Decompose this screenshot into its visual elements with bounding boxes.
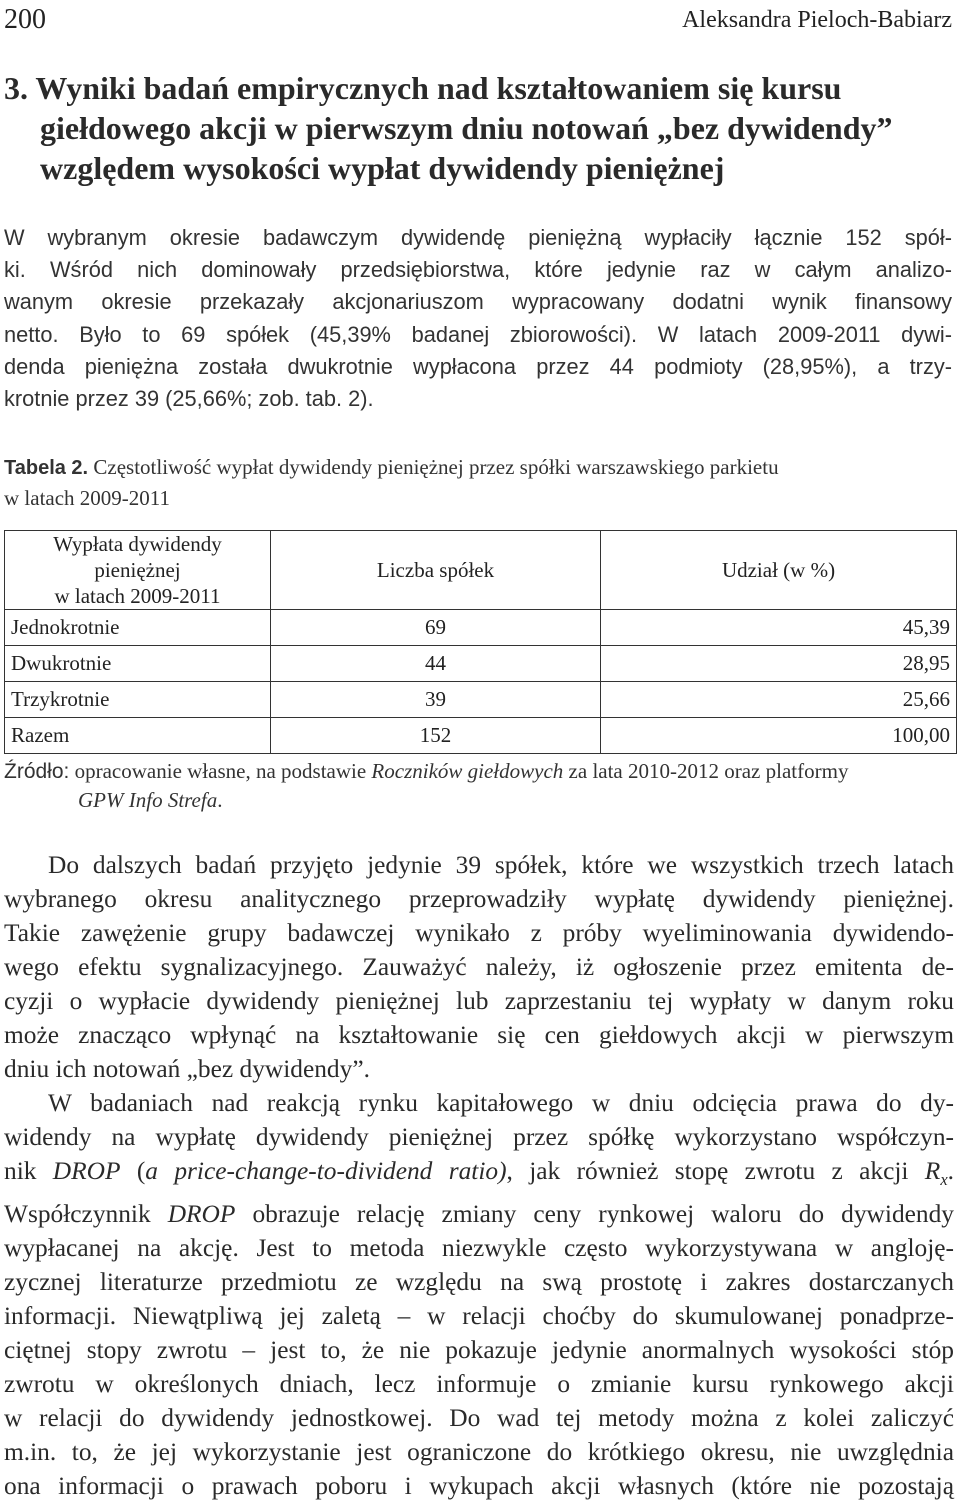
drop-term: DROP <box>167 1200 236 1229</box>
return-symbol: R <box>924 1157 941 1185</box>
italic-term: a price-change-to-dividend ratio) <box>145 1157 507 1185</box>
row-count: 39 <box>271 682 601 718</box>
row-share: 45,39 <box>601 610 957 646</box>
body-paragraph-3 <box>4 1086 954 1503</box>
paragraph-line: wybranego okresu analitycznego przeprowadziły wypłatę dywidendy pieniężnej. <box>4 885 954 913</box>
paragraph-line: informacji. Niewątpliwą jej zaletą – w relacji choćby do skumulowanej ponadprze- <box>4 1302 954 1331</box>
paragraph-line: zycznej literaturze przedmiotu ze względu na swą prostotę i zakres dostarczanych <box>4 1268 954 1297</box>
line-text: obrazuje relację zmiany ceny rynkowej waloru do dywidendy <box>235 1200 954 1229</box>
paragraph-line: w relacji do dywidendy jednostkowej. Do wad tej metody można z kolei zaliczyć <box>4 1404 954 1433</box>
paragraph-line: netto. Było to 69 spółek (45,39% badanej zbiorowości). W latach 2009-2011 dywi- <box>4 321 952 347</box>
source-label: Źródło: <box>4 760 70 783</box>
source-text: opracowanie własne, na podstawie <box>69 759 372 783</box>
dividend-frequency-table <box>4 530 957 754</box>
row-label: Trzykrotnie <box>5 682 271 718</box>
row-label: Dwukrotnie <box>5 646 271 682</box>
header-payout-frequency <box>5 531 271 610</box>
paragraph-line: Takie zawężenie grupy badawczej wynikało z próby wyeliminowania dywidendo- <box>4 919 954 947</box>
table-row-total <box>5 718 957 754</box>
row-count: 69 <box>271 610 601 646</box>
header-share-percent: Udział (w %) <box>601 531 957 610</box>
paragraph-line: W wybranym okresie badawczym dywidendę pieniężną wypłaciły łącznie 152 spół- <box>4 225 952 250</box>
paragraph-line: m.in. to, że jej wykorzystanie jest ograniczone do krótkiego okresu, nie uwzględnia <box>4 1438 954 1467</box>
running-head-author: Aleksandra Pieloch-Babiarz <box>682 7 952 33</box>
paragraph-line: krotnie przez 39 (25,66%; zob. tab. 2). <box>4 386 374 412</box>
paragraph-line: W badaniach nad reakcją rynku kapitałowego w dniu odcięcia prawa do dy- <box>48 1089 954 1117</box>
source-text: za lata 2010-2012 oraz platformy <box>563 759 849 783</box>
row-share: 100,00 <box>601 718 957 754</box>
table-caption <box>4 452 952 513</box>
return-subscript: x <box>940 1170 948 1190</box>
drop-term: DROP <box>52 1157 121 1185</box>
paragraph-line: cyzji o wypłacie dywidendy pieniężnej lub zaprzestaniu tej wypłaty w danym roku <box>4 987 954 1015</box>
paragraph-line: dniu ich notowań „bez dywidendy”. <box>4 1055 370 1083</box>
paragraph-line <box>4 1197 954 1231</box>
header-line: Wypłata dywidendy pieniężnej <box>53 532 222 582</box>
line-text: , jak również stopę zwrotu z akcji <box>506 1157 925 1185</box>
row-count: 44 <box>271 646 601 682</box>
page-number: 200 <box>4 4 46 35</box>
header-company-count: Liczba spółek <box>271 531 601 610</box>
caption-line: w latach 2009-2011 <box>4 486 171 510</box>
row-label: Jednokrotnie <box>5 610 271 646</box>
source-text: . <box>217 788 223 812</box>
source-italic: Roczników giełdowych <box>371 759 564 783</box>
section-title-line: giełdowego akcji w pierwszym dniu notowań „bez dywidendy” <box>40 110 893 146</box>
section-title-line: względem wysokości wypłat dywidendy pieniężnej <box>40 150 725 186</box>
section-title <box>4 68 934 188</box>
source-line <box>4 757 952 786</box>
line-text: nik <box>4 1157 53 1185</box>
paragraph-line: Do dalszych badań przyjęto jedynie 39 spółek, które we wszystkich trzech latach <box>48 851 954 879</box>
line-text: Współczynnik <box>4 1200 168 1229</box>
table-row <box>5 682 957 718</box>
line-text: ( <box>120 1157 146 1185</box>
paragraph-line: zwrotu w określonych dniach, lecz informuje o zmianie kursu rynkowego akcji <box>4 1370 954 1399</box>
paragraph-line: ki. Wśród nich dominowały przedsiębiorstwa, które jedynie raz w całym analizo- <box>4 257 952 283</box>
running-header <box>4 4 952 36</box>
table-row <box>5 646 957 682</box>
body-paragraph-2 <box>4 848 954 1086</box>
paragraph-line: ciętnej stopy zwrotu – jest to, że nie pokazuje jedynie anormalnych wysokości stóp <box>4 1336 954 1365</box>
caption-text: Częstotliwość wypłat dywidendy pieniężnej przez spółki warszawskiego parkietu <box>88 455 779 479</box>
line-text: . <box>947 1157 954 1185</box>
row-share: 25,66 <box>601 682 957 718</box>
paragraph-line: może znacząco wpłynąć na kształtowanie się cen giełdowych akcji w pierwszym <box>4 1021 954 1049</box>
paragraph-line: wypłacanej na akcję. Jest to metoda niezwykle często wykorzystywana w angloję- <box>4 1234 954 1263</box>
source-italic: GPW Info Strefa <box>78 788 218 812</box>
row-label: Razem <box>5 718 271 754</box>
caption-label: Tabela 2. <box>4 457 89 479</box>
source-line <box>4 786 952 815</box>
paragraph-line: denda pieniężna została dwukrotnie wypłacona przez 44 podmioty (28,95%), a trzy- <box>4 353 952 379</box>
table-header-row <box>5 531 957 610</box>
paragraph-line <box>4 1154 954 1197</box>
intro-paragraph <box>4 222 952 415</box>
paragraph-line: wego efektu sygnalizacyjnego. Zauważyć należy, iż ogłoszenie przez emitenta de- <box>4 953 954 981</box>
row-share: 28,95 <box>601 646 957 682</box>
section-title-line: 3. Wyniki badań empirycznych nad kształtowaniem się kursu <box>4 70 842 106</box>
paragraph-line: widendy na wypłatę dywidendy pieniężnej przez spółkę wykorzystano współczyn- <box>4 1123 954 1151</box>
paragraph-line: ona informacji o prawach poboru i wykupach akcji własnych (które nie pozostają <box>4 1472 954 1501</box>
row-count: 152 <box>271 718 601 754</box>
caption-line <box>4 452 952 483</box>
table-row <box>5 610 957 646</box>
header-line: w latach 2009-2011 <box>54 584 221 608</box>
table-source-note <box>4 757 952 815</box>
paragraph-line: wanym okresie przekazały akcjonariuszom wypracowany dodatni wynik finansowy <box>4 289 952 315</box>
